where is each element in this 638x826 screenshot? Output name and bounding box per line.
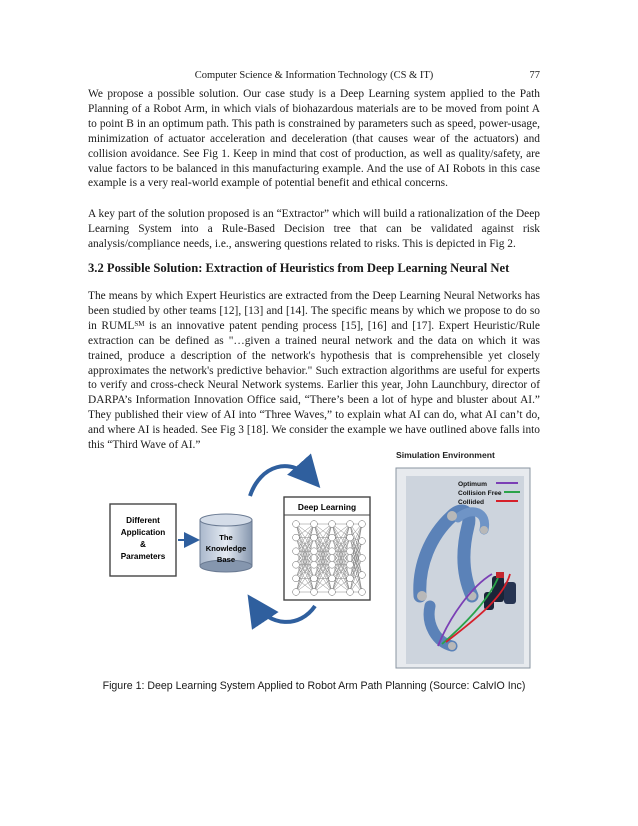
nn-node bbox=[359, 538, 366, 545]
box-line-4: Parameters bbox=[120, 552, 166, 561]
nn-node bbox=[293, 534, 300, 541]
deep-learning-title: Deep Learning bbox=[297, 502, 357, 512]
nn-node bbox=[311, 589, 318, 596]
nn-node bbox=[311, 561, 318, 568]
db-line-1: The bbox=[219, 533, 233, 542]
nn-node bbox=[311, 548, 318, 555]
page-number: 77 bbox=[529, 70, 540, 81]
nn-node bbox=[359, 589, 366, 596]
db-line-2: Knowledge bbox=[205, 544, 247, 553]
paragraph-3-text-a: The means by which Expert Heuristics are extracted from the Deep Learning Neural Networks has been studied by other teams [12], [13] and [14]. The specific means by which we propose to do so in RUML bbox=[88, 290, 540, 332]
nn-node bbox=[347, 521, 354, 528]
paragraph-3-text-b: is an innovative patent pending process [15], [16] and [17]. Expert Heuristic/Rule extraction can be defined as "…given a trained neural network and the data on which it was trained, produce a description of the network's hypothesis that is comprehensible yet closely approximates the network's predictive behavior." Such extraction algorithms are useful for experts to verify and cross-check Neural Network systems. Earlier this year, John Launchbury, director of DARPA’s Information Innovation Office said, “There’s been a lot of hype and bluster about AI.” They published their view of AI into “Three Waves,” to explain what AI can do, what AI can’t do, and where AI is headed. See Fig 3 [18]. We consider the example we have outlined above falls into this “Third Wave of AI.” bbox=[88, 319, 540, 452]
nn-node bbox=[347, 561, 354, 568]
knowledge-base-database-icon bbox=[200, 514, 252, 572]
nn-node bbox=[329, 534, 336, 541]
nn-node bbox=[359, 521, 366, 528]
box-line-1: Different bbox=[126, 516, 160, 525]
curved-arrow-top bbox=[250, 466, 315, 496]
legend-collision-free: Collision Free bbox=[458, 490, 502, 497]
nn-node bbox=[311, 534, 318, 541]
figure-caption: Figure 1: Deep Learning System Applied to Robot Arm Path Planning (Source: CalvIO Inc) bbox=[102, 680, 526, 692]
box-line-2: Application bbox=[120, 528, 166, 537]
nn-node bbox=[347, 534, 354, 541]
nn-node bbox=[359, 572, 366, 579]
legend-optimum: Optimum bbox=[458, 481, 487, 488]
simulation-environment bbox=[396, 450, 530, 668]
nn-node bbox=[347, 575, 354, 582]
legend-collided: Collided bbox=[458, 499, 485, 506]
nn-node bbox=[311, 521, 318, 528]
nn-node bbox=[293, 548, 300, 555]
parameters-box bbox=[110, 504, 176, 576]
figure-1 bbox=[100, 446, 540, 672]
sim-title: Simulation Environment bbox=[396, 450, 495, 460]
box-line-3: & bbox=[140, 540, 146, 549]
nn-node bbox=[329, 548, 336, 555]
service-mark: SM bbox=[134, 319, 145, 328]
paragraph-2: A key part of the solution proposed is an “Extractor” which will build a rationalization of the Deep Learning System into a Rule-Based Decision tree that can be validated against risk analysis/compliance needs, i.e., answering questions related to risks. This is depicted in Fig 2. bbox=[88, 208, 540, 250]
running-header bbox=[88, 70, 540, 84]
nn-node bbox=[293, 561, 300, 568]
paragraph-3 bbox=[88, 289, 540, 453]
nn-node bbox=[293, 521, 300, 528]
nn-node bbox=[359, 555, 366, 562]
nn-node bbox=[329, 521, 336, 528]
nn-node bbox=[311, 575, 318, 582]
deep-learning-box bbox=[284, 497, 370, 600]
nn-node bbox=[329, 575, 336, 582]
nn-node bbox=[329, 589, 336, 596]
curved-arrow-bottom bbox=[252, 601, 315, 622]
paragraph-1: We propose a possible solution. Our case study is a Deep Learning system applied to the Path Planning of a Robot Arm, in which vials of biohazardous materials are to be moved from point A to point B in an optimum path. This path is constrained by parameters such as speed, power-usage, minimization of actuator acceleration and deceleration (that causes wear of the actuators) and collision avoidance. See Fig 1. Keep in mind that cost of production, as well as quality/safety, are value factors to be balanced in this manufacturing example. And the use of AI Robots in this case example is a very real-world example of potential benefit and ethical concerns. bbox=[88, 88, 540, 190]
nn-node bbox=[329, 561, 336, 568]
nn-node bbox=[347, 589, 354, 596]
nn-node bbox=[293, 589, 300, 596]
nn-node bbox=[347, 548, 354, 555]
figure-1-diagram bbox=[100, 446, 540, 672]
nn-node bbox=[293, 575, 300, 582]
running-title: Computer Science & Information Technology (CS & IT) bbox=[194, 70, 434, 81]
db-line-3: Base bbox=[216, 555, 236, 564]
section-heading: 3.2 Possible Solution: Extraction of Heuristics from Deep Learning Neural Net bbox=[88, 261, 510, 275]
